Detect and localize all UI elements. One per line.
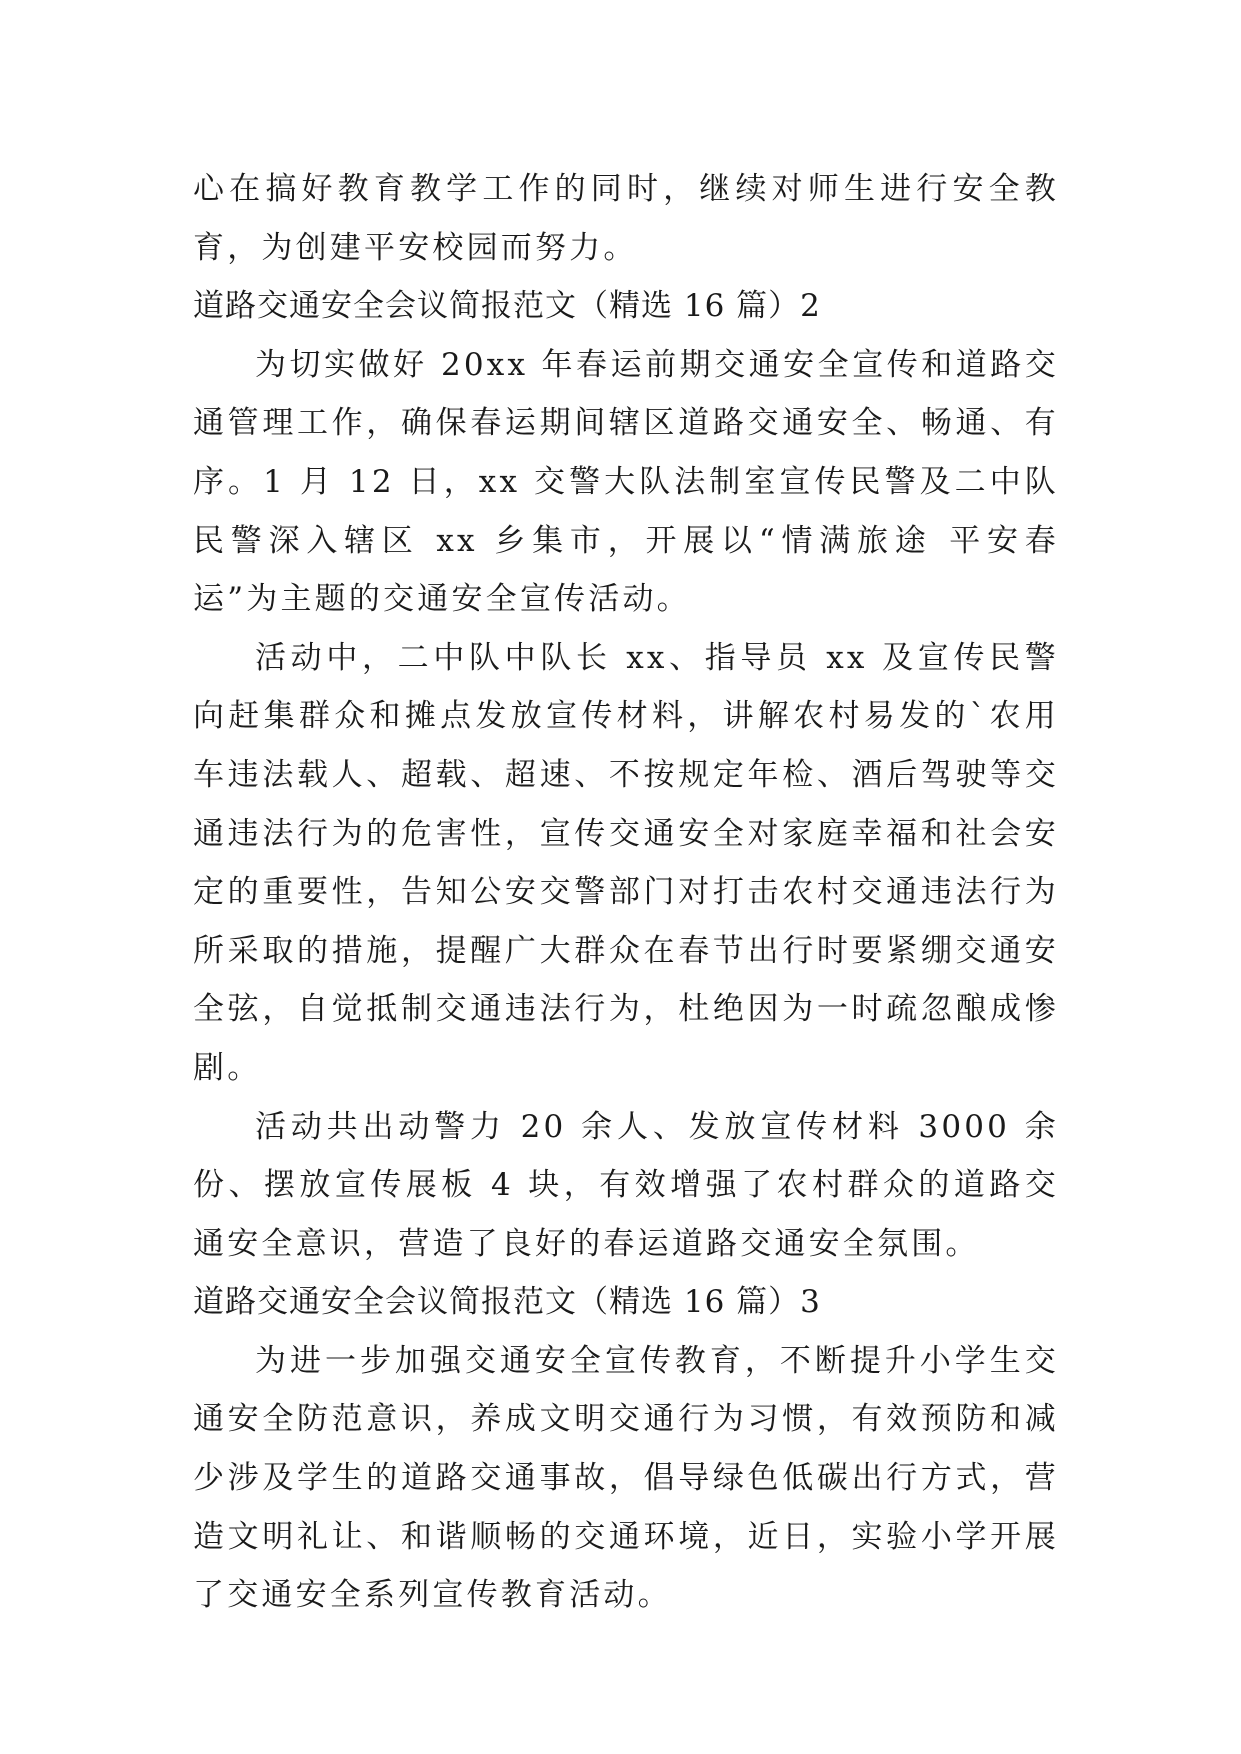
document-body [193, 160, 1059, 1625]
body-paragraph: 为切实做好 20xx 年春运前期交通安全宣传和道路交通管理工作，确保春运期间辖区道路交通安全、畅通、有序。1 月 12 日，xx 交警大队法制室宣传民警及二中队民警深入辖区 xx 乡集市，开展以“情满旅途 平安春运”为主题的交通安全宣传活动。 [193, 346, 1059, 618]
section-heading-3: 道路交通安全会议简报范文（精选 16 篇）3 [193, 1284, 821, 1321]
body-paragraph: 为进一步加强交通安全宣传教育，不断提升小学生交通安全防范意识，养成文明交通行为习惯，有效预防和减少涉及学生的道路交通事故，倡导绿色低碳出行方式，营造文明礼让、和谐顺畅的交通环境，近日，实验小学开展了交通安全系列宣传教育活动。 [193, 1342, 1059, 1614]
body-paragraph: 活动中，二中队中队长 xx、指导员 xx 及宣传民警向赶集群众和摊点发放宣传材料，讲解农村易发的`农用车违法载人、超载、超速、不按规定年检、酒后驾驶等交通违法行为的危害性，宣传交通安全对家庭幸福和社会安定的重要性，告知公安交警部门对打击农村交通违法行为所采取的措施，提醒广大群众在春节出行时要紧绷交通安全弦，自觉抵制交通违法行为，杜绝因为一时疏忽酿成惨剧。 [193, 639, 1059, 1086]
continuation-paragraph: 心在搞好教育教学工作的同时，继续对师生进行安全教育，为创建平安校园而努力。 [193, 171, 1059, 266]
section-heading-2: 道路交通安全会议简报范文（精选 16 篇）2 [193, 288, 821, 325]
body-paragraph: 活动共出动警力 20 余人、发放宣传材料 3000 余份、摆放宣传展板 4 块，有效增强了农村群众的道路交通安全意识，营造了良好的春运道路交通安全氛围。 [193, 1108, 1059, 1262]
